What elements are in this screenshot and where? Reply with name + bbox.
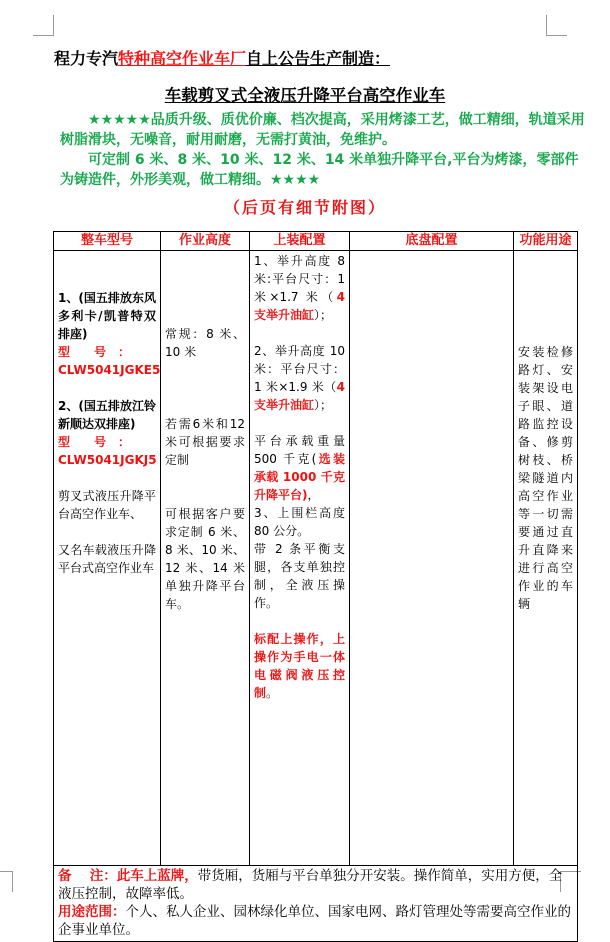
- intro-paragraph-2: 可定制 6 米、8 米、10 米、12 米、14 米单独升降平台,平台为烤漆，零部件为铸造件，外形美观，做工精细。★★★★: [60, 152, 579, 188]
- upper-legs: 带 2 条平衡支腿，各支单独控制，全液压操作。: [254, 542, 345, 610]
- cell-chassis: [350, 251, 514, 866]
- upper-item-1: 1、举升高度 8 米:平台尺寸：1 米×1.7 米（4 支举升油缸）；: [254, 254, 345, 322]
- height-options: 可根据客户要求定制 6 米、8 米、10 米、12 米、14 米单独升降平台车。: [165, 507, 245, 611]
- upper-standard: 标配上操作，上操作为手电一体电磁阀液压控制。: [254, 632, 345, 700]
- page-title: 车载剪叉式全液压升降平台高空作业车: [164, 86, 446, 105]
- cell-model: [54, 251, 161, 866]
- page-corner-mark: [0, 871, 13, 892]
- cell-function: [514, 251, 578, 866]
- usage-text: 个人、私人企业、园林绿化单位、国家电网、路灯管理处等需要高空作业的企事业单位。: [58, 904, 571, 938]
- intro-section: [60, 110, 590, 190]
- page-corner-mark: [33, 15, 54, 36]
- company-suffix: 自上公告生产制造：: [246, 49, 391, 68]
- upper-railing: 3、上围栏高度 80 公分。: [254, 506, 345, 538]
- notes-row: [54, 866, 578, 942]
- cell-height: [161, 251, 250, 866]
- header-chassis: 底盘配置: [350, 232, 514, 251]
- model-desc-2: 又名车载液压升降平台式高空作业车: [58, 543, 156, 575]
- header-height: 作业高度: [161, 232, 250, 251]
- company-prefix: 程力专汽: [54, 49, 119, 68]
- intro-paragraph-1: ★★★★★品质升级、质优价廉、档次提高，采用烤漆工艺，做工精细，轨道采用树脂滑块，无噪音，耐用耐磨，无需打黄油，免维护。: [60, 112, 585, 148]
- model-code-1: CLW5041JGKE5: [58, 363, 161, 377]
- model-item-1: 1、(国五排放东风多利卡/凯普特双排座): [58, 291, 156, 341]
- remark-label: 备 注：: [58, 868, 117, 884]
- upper-item-2: 2、举升高度 10 米：平台尺寸：1 米×1.9 米（4 支举升油缸）；: [254, 344, 345, 412]
- model-desc-1: 剪叉式液压升降平台高空作业车、: [58, 489, 156, 521]
- remark-highlight: 此车上蓝牌，: [116, 868, 198, 884]
- upper-load: 平台承载重量 500 千克(选装承载 1000 千克升降平台)，: [254, 434, 345, 502]
- function-text: 安装检修路灯、安装架设电子眼、道路监控设备、修剪树枝、桥梁隧道内高空作业等一切需要通过直升直降来进行高空作业的车辆: [518, 345, 573, 611]
- height-regular: 常规：8 米、10 米: [165, 327, 245, 359]
- notes-cell: [54, 866, 578, 942]
- header-upper: 上装配置: [250, 232, 350, 251]
- company-highlight: 特种高空作业车厂: [118, 49, 247, 68]
- model-item-2: 2、(国五排放江铃新顺达双排座): [58, 399, 156, 431]
- page-corner-mark: [546, 15, 567, 36]
- model-label-2: 型 号 ：: [58, 435, 131, 449]
- header-function: 功能用途: [514, 232, 578, 251]
- usage-label: 用途范围：: [58, 904, 126, 920]
- header-model: 整车型号: [54, 232, 161, 251]
- table-header-row: [54, 232, 578, 251]
- model-code-2: CLW5041JGKJ5: [58, 453, 157, 467]
- company-line: [54, 46, 390, 69]
- table-row: [54, 251, 578, 866]
- remark-text: 带货厢，货厢与平台单独分开安装。操作简单，实用方便，全液压控制，故障率低。: [58, 868, 563, 902]
- detail-note: （后页有细节附图）: [223, 198, 386, 217]
- spec-table: [53, 231, 578, 942]
- model-label-1: 型 号 ：: [58, 345, 131, 359]
- cell-upper: [250, 251, 350, 866]
- height-custom: 若需6米和12米可根据要求定制: [165, 417, 245, 467]
